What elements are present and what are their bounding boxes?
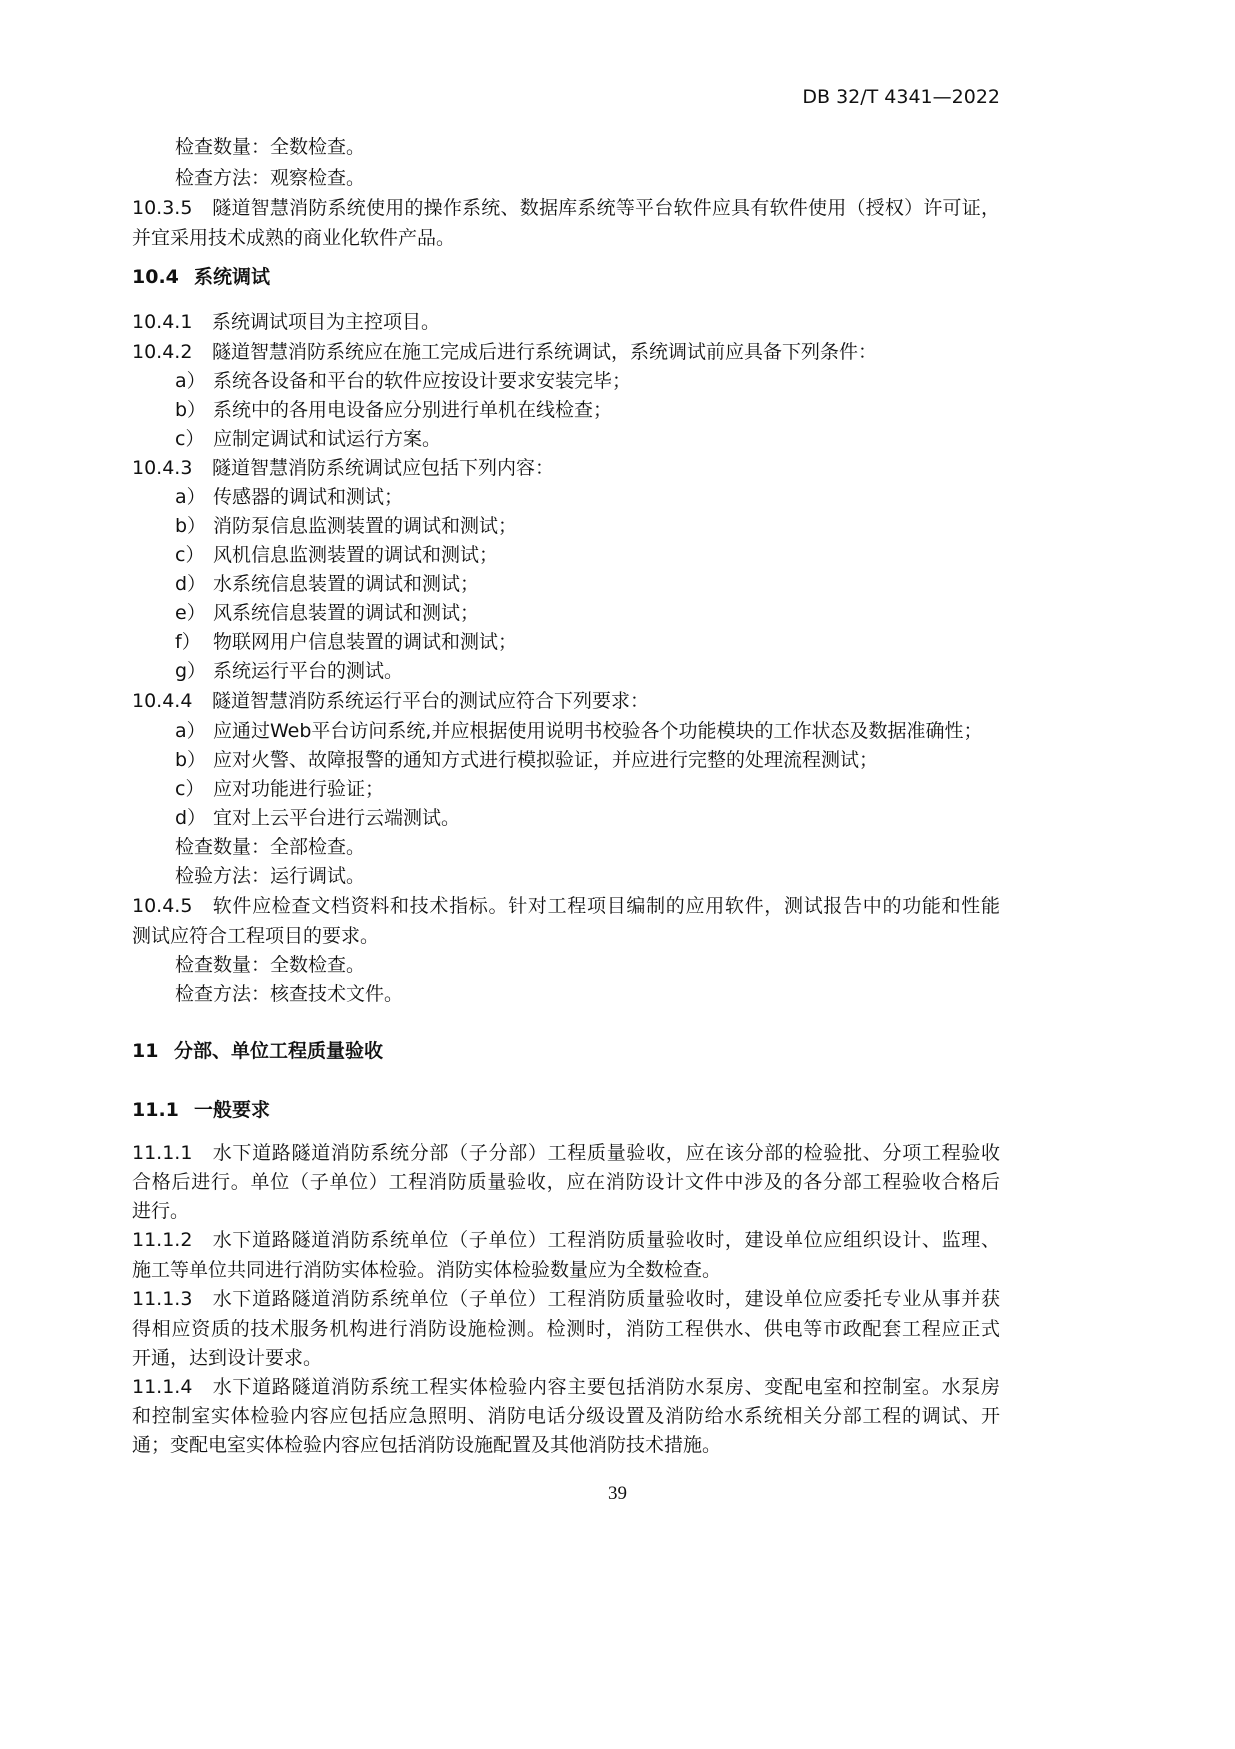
clause-number: 11.1.3 (132, 1288, 193, 1310)
clause-10-4-3 (132, 454, 554, 483)
list-text: 风机信息监测装置的调试和测试； (213, 544, 499, 566)
section-heading-11-1 (132, 1096, 270, 1125)
list-item (175, 599, 479, 628)
clause-text-continued: 开通，达到设计要求。 (132, 1347, 323, 1369)
list-text: 系统运行平台的测试。 (213, 660, 404, 682)
chapter-title: 分部、单位工程质量验收 (174, 1040, 384, 1062)
list-letter: b） (175, 749, 207, 771)
list-text: 水系统信息装置的调试和测试； (213, 573, 480, 595)
list-item (175, 541, 498, 570)
clause-number: 10.4.3 (132, 457, 193, 479)
section-number: 10.4 (132, 266, 179, 288)
list-text: 系统各设备和平台的软件应按设计要求安装完毕； (213, 370, 632, 392)
clause-number: 10.3.5 (132, 197, 193, 219)
inspection-method: 检验方法：运行调试。 (175, 865, 366, 887)
clause-10-4-2 (132, 338, 877, 367)
list-item (175, 367, 631, 396)
list-text: 应通过Web平台访问系统,并应根据使用说明书校验各个功能模块的工作状态及数据准确性； (213, 720, 983, 742)
clause-10-4-4 (132, 687, 649, 716)
list-letter: d） (175, 807, 207, 829)
clause-10-3-5 (132, 194, 1000, 223)
clause-10-4-5 (132, 892, 1000, 921)
clause-11-1-1 (132, 1139, 1000, 1168)
clause-text-continued: 得相应资质的技术服务机构进行消防设施检测。检测时，消防工程供水、供电等市政配套工程应正式 (132, 1318, 1000, 1340)
clause-text-continued: 和控制室实体检验内容应包括应急照明、消防电话分级设置及消防给水系统相关分部工程的调试、开 (132, 1405, 1000, 1427)
page-number: 39 (608, 1483, 627, 1504)
list-letter: b） (175, 399, 207, 421)
clause-number: 10.4.4 (132, 690, 193, 712)
clause-text-continued: 合格后进行。单位（子单位）工程消防质量验收，应在消防设计文件中涉及的各分部工程验收合格后 (132, 1171, 1000, 1193)
list-letter: e） (175, 602, 206, 624)
list-text: 风系统信息装置的调试和测试； (213, 602, 480, 624)
clause-text: 水下道路隧道消防系统分部（子分部）工程质量验收，应在该分部的检验批、分项工程验收 (212, 1142, 1000, 1164)
clause-text: 隧道智慧消防系统应在施工完成后进行系统调试，系统调试前应具备下列条件： (212, 341, 878, 363)
inspection-method: 检查方法：观察检查。 (175, 167, 366, 189)
section-number: 11.1 (132, 1099, 179, 1121)
list-item (175, 746, 878, 775)
clause-number: 10.4.1 (132, 311, 193, 333)
clause-text: 水下道路隧道消防系统单位（子单位）工程消防质量验收时，建设单位应委托专业从事并获 (212, 1288, 1000, 1310)
list-letter: c） (175, 428, 205, 450)
list-item (175, 775, 384, 804)
inspection-method: 检查方法：核查技术文件。 (175, 983, 404, 1005)
list-item (175, 657, 403, 686)
clause-text: 隧道智慧消防系统使用的操作系统、数据库系统等平台软件应具有软件使用（授权）许可证， (212, 197, 1000, 219)
list-letter: c） (175, 778, 205, 800)
clause-number: 11.1.2 (132, 1229, 193, 1251)
list-text: 应对火警、故障报警的通知方式进行模拟验证，并应进行完整的处理流程测试； (213, 749, 879, 771)
inspection-quantity: 检查数量：全数检查。 (175, 954, 366, 976)
inspection-quantity: 检查数量：全部检查。 (175, 836, 366, 858)
list-letter: c） (175, 544, 205, 566)
inspection-quantity: 检查数量：全数检查。 (175, 136, 366, 158)
list-letter: a） (175, 486, 206, 508)
list-letter: b） (175, 515, 207, 537)
clause-text: 隧道智慧消防系统运行平台的测试应符合下列要求： (212, 690, 650, 712)
document-code-header: DB 32/T 4341—2022 (802, 86, 1000, 108)
section-title: 系统调试 (194, 266, 271, 288)
list-item (175, 570, 479, 599)
clause-text-continued: 通；变配电室实体检验内容应包括消防设施配置及其他消防技术措施。 (132, 1434, 722, 1456)
clause-11-1-4 (132, 1373, 1000, 1402)
list-item (175, 425, 441, 454)
list-letter: d） (175, 573, 207, 595)
clause-number: 10.4.5 (132, 895, 193, 917)
clause-10-4-1 (132, 308, 440, 337)
clause-text: 系统调试项目为主控项目。 (212, 311, 441, 333)
list-letter: f） (175, 631, 201, 653)
chapter-number: 11 (132, 1040, 159, 1062)
list-item (175, 512, 517, 541)
clause-number: 11.1.1 (132, 1142, 193, 1164)
list-item (175, 396, 612, 425)
section-title: 一般要求 (194, 1099, 271, 1121)
clause-text-continued: 测试应符合工程项目的要求。 (132, 925, 380, 947)
list-text: 系统中的各用电设备应分别进行单机在线检查； (213, 399, 613, 421)
list-letter: a） (175, 720, 206, 742)
clause-text-continued: 施工等单位共同进行消防实体检验。消防实体检验数量应为全数检查。 (132, 1259, 722, 1281)
clause-text-continued: 并宜采用技术成熟的商业化软件产品。 (132, 227, 456, 249)
clause-11-1-2 (132, 1226, 1000, 1255)
clause-text: 隧道智慧消防系统调试应包括下列内容： (212, 457, 555, 479)
clause-text-continued: 进行。 (132, 1200, 190, 1222)
list-item (175, 483, 403, 512)
list-text: 宜对上云平台进行云端测试。 (213, 807, 461, 829)
section-heading-10-4 (132, 263, 270, 292)
list-text: 消防泵信息监测装置的调试和测试； (213, 515, 518, 537)
list-item (175, 628, 517, 657)
list-text: 传感器的调试和测试； (213, 486, 404, 508)
chapter-heading-11 (132, 1037, 383, 1066)
list-item (175, 717, 982, 746)
list-letter: a） (175, 370, 206, 392)
clause-11-1-3 (132, 1285, 1000, 1314)
clause-text: 水下道路隧道消防系统工程实体检验内容主要包括消防水泵房、变配电室和控制室。水泵房 (212, 1376, 1000, 1398)
list-item (175, 804, 460, 833)
list-text: 物联网用户信息装置的调试和测试； (213, 631, 518, 653)
clause-text: 软件应检查文档资料和技术指标。针对工程项目编制的应用软件，测试报告中的功能和性能 (212, 895, 1000, 917)
clause-text: 水下道路隧道消防系统单位（子单位）工程消防质量验收时，建设单位应组织设计、监理、 (212, 1229, 1000, 1251)
list-text: 应对功能进行验证； (213, 778, 385, 800)
list-text: 应制定调试和试运行方案。 (213, 428, 442, 450)
clause-number: 11.1.4 (132, 1376, 193, 1398)
list-letter: g） (175, 660, 207, 682)
clause-number: 10.4.2 (132, 341, 193, 363)
